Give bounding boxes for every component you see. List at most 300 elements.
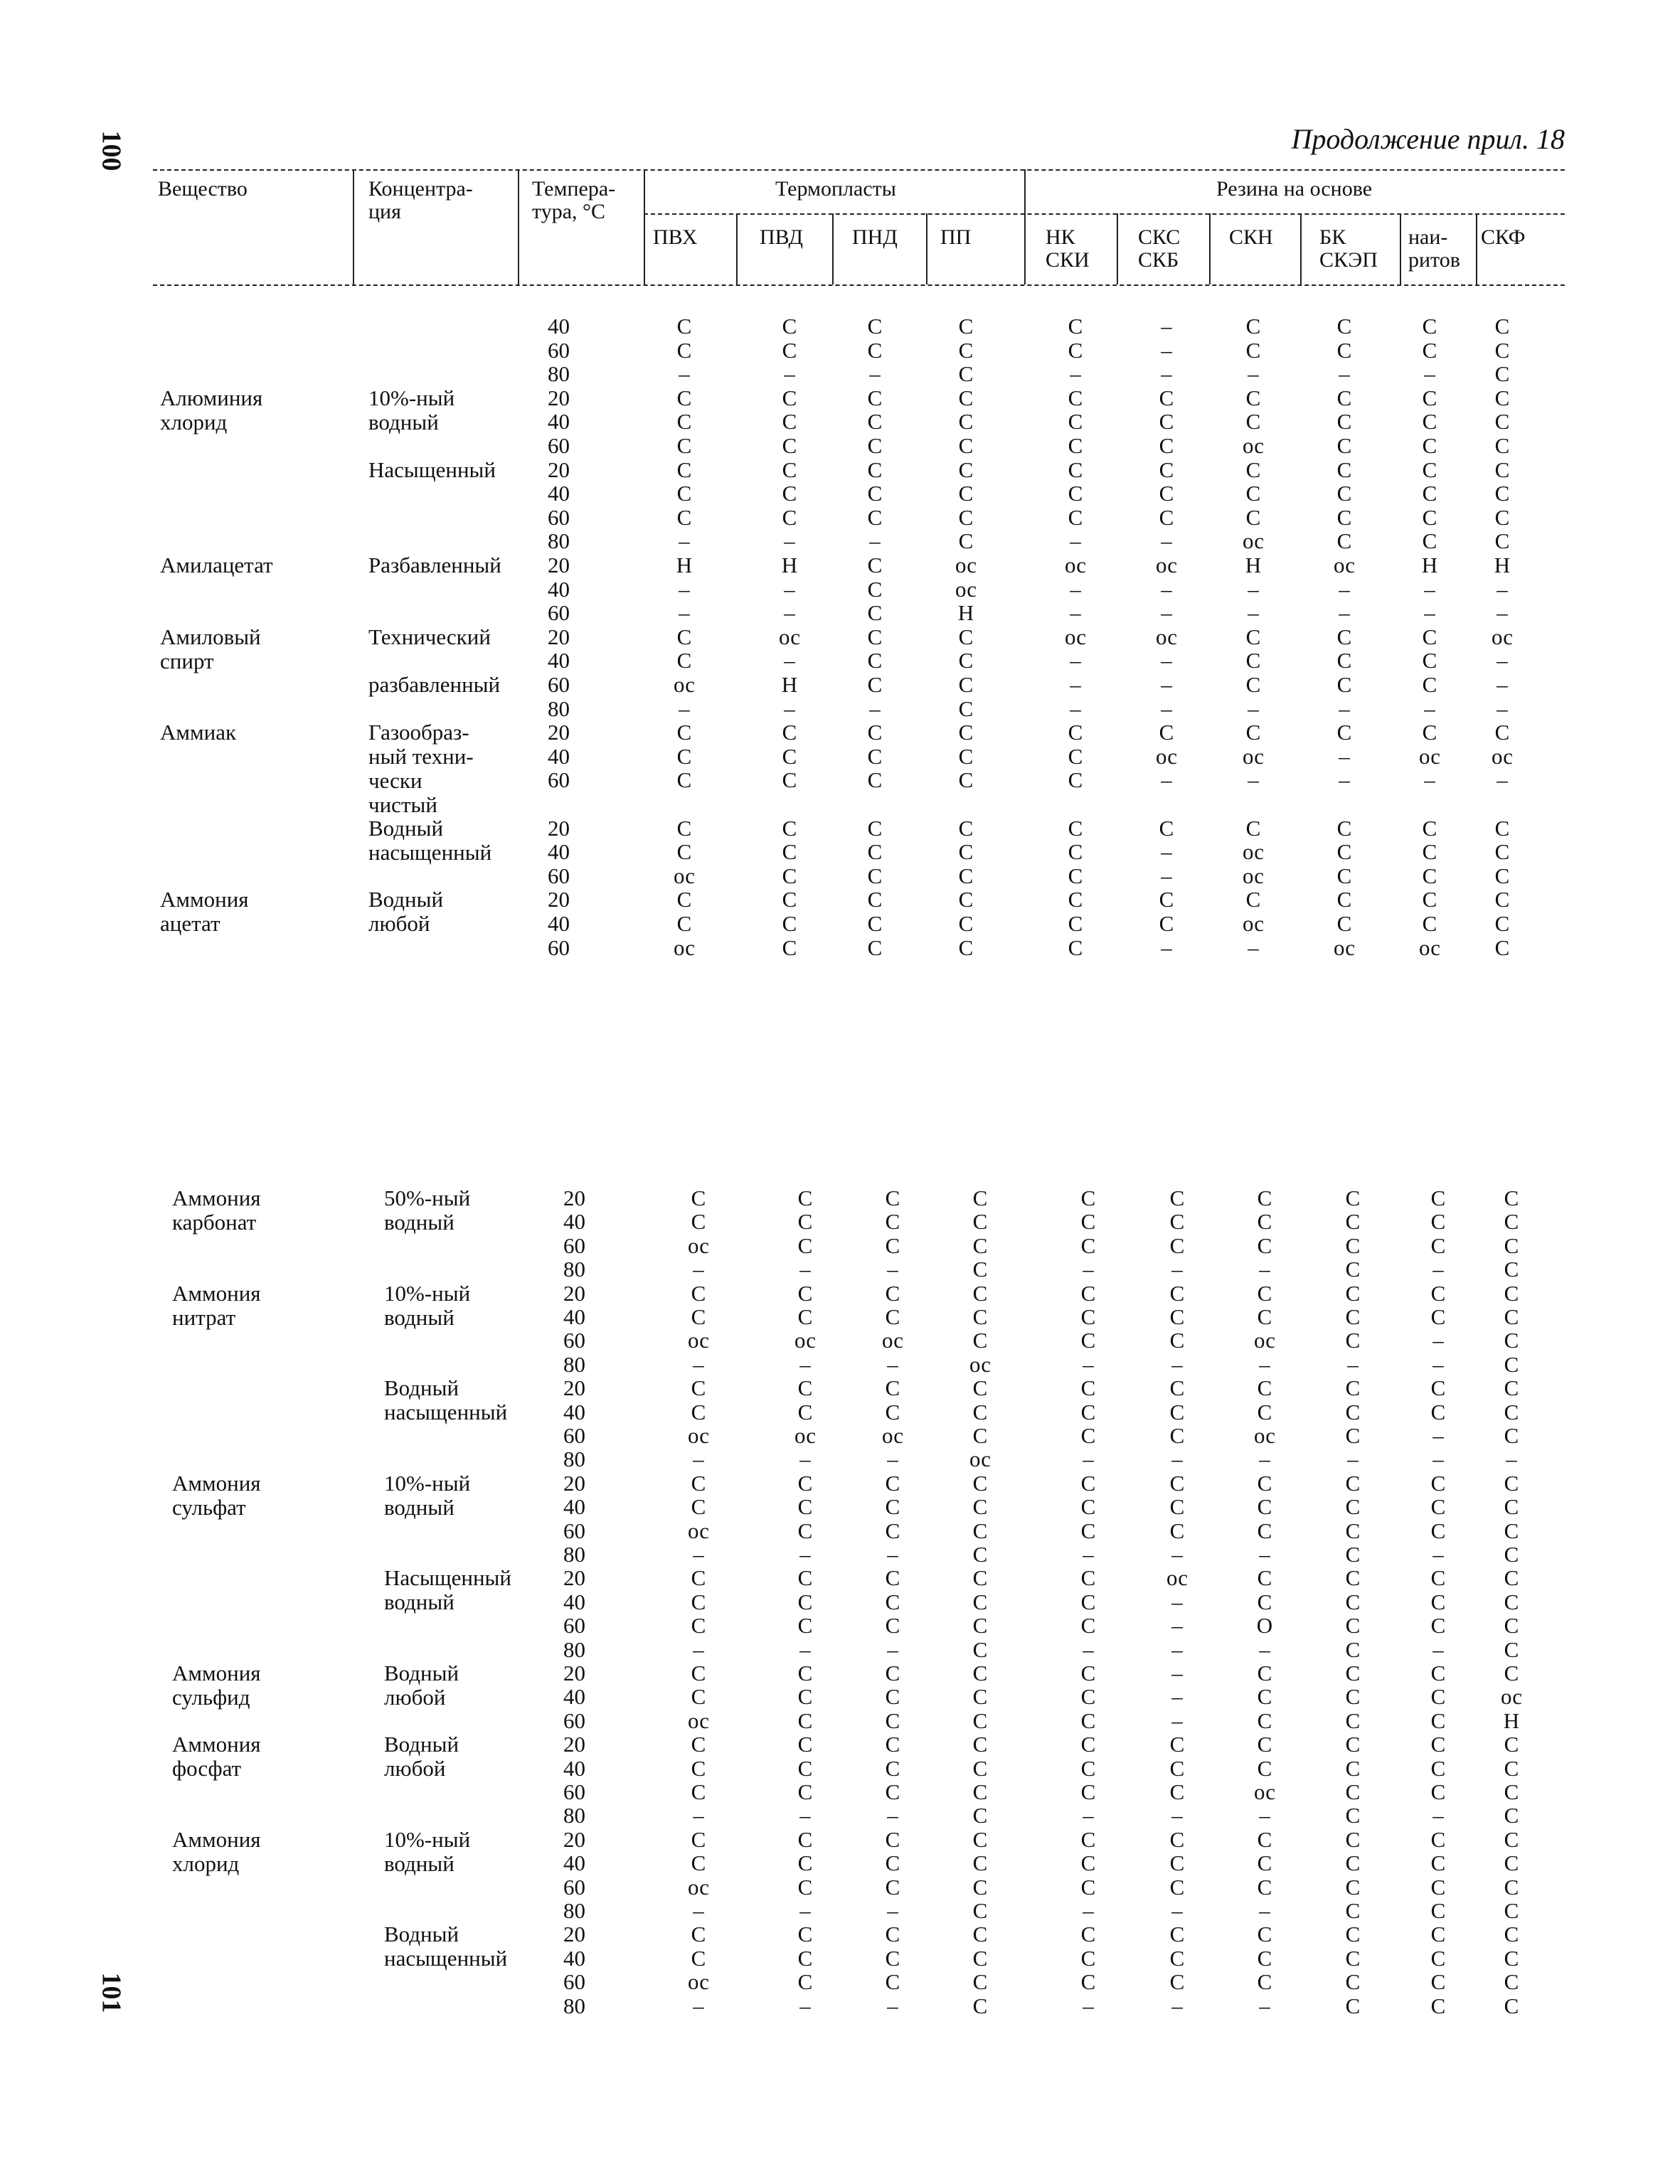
resistance-cell: С [1345,1945,1361,1971]
resistance-cell: С [1245,624,1261,649]
resistance-cell: С [1494,839,1510,865]
resistance-cell: С [1345,1542,1361,1567]
resistance-cell: С [867,624,883,649]
resistance-cell: – [1161,696,1172,721]
resistance-cell: ос [1155,743,1178,769]
resistance-cell: С [972,1874,988,1900]
resistance-cell: С [797,1684,813,1710]
resistance-cell: С [972,1708,988,1733]
substance-name: Аммония хлорид [172,1826,261,1876]
resistance-cell: С [1068,934,1083,960]
temperature-cell: 40 [563,1589,585,1614]
resistance-cell: С [1257,1399,1272,1424]
header-divider [353,169,354,284]
resistance-cell: ос [687,1328,710,1353]
resistance-cell: ос [1253,1328,1276,1353]
temperature-cell: 40 [563,1945,585,1971]
resistance-cell: С [1080,1684,1096,1710]
header-mid-rule [644,213,1565,215]
resistance-cell: Н [1245,553,1262,577]
header-concentration: Концентра- ция [368,177,473,223]
resistance-cell: С [958,314,974,339]
resistance-cell: С [1080,1922,1096,1947]
concentration-label: Разбавленный [368,553,501,577]
resistance-cell: С [797,1209,813,1235]
header-col-pvh: ПВХ [653,225,698,249]
resistance-cell: – [784,576,795,602]
resistance-cell: С [1494,433,1510,458]
resistance-cell: С [1504,1494,1519,1520]
resistance-cell: С [1080,1945,1096,1971]
resistance-cell: С [958,911,974,936]
resistance-cell: – [784,648,795,673]
substance-name: Аммиак [160,720,237,745]
substance-name: Аммония карбонат [172,1186,261,1235]
resistance-cell: ос [794,1328,817,1353]
resistance-cell: С [1494,504,1510,530]
resistance-cell: С [867,911,883,936]
resistance-cell: – [1171,1542,1183,1567]
resistance-cell: ос [687,1423,710,1448]
resistance-cell: С [1345,1708,1361,1733]
resistance-cell: – [1171,1447,1183,1472]
resistance-cell: С [1430,1898,1446,1923]
resistance-cell: С [1159,385,1174,410]
resistance-cell: С [867,934,883,960]
resistance-cell: С [676,624,692,649]
resistance-cell: С [1068,314,1083,339]
resistance-cell: – [1171,1684,1183,1710]
resistance-cell: С [1336,481,1352,506]
resistance-cell: С [1080,1518,1096,1543]
resistance-cell: С [1257,1494,1272,1520]
resistance-cell: С [1245,815,1261,841]
resistance-cell: С [1430,1232,1446,1258]
resistance-cell: С [1257,1565,1272,1591]
resistance-cell: – [784,600,795,626]
resistance-cell: С [797,1232,813,1258]
temperature-cell: 20 [563,1565,585,1591]
resistance-cell: С [1068,839,1083,865]
resistance-cell: С [885,1209,900,1235]
temperature-cell: 80 [548,528,570,554]
resistance-cell: ос [955,553,977,577]
resistance-cell: С [1345,1636,1361,1662]
header-divider [1300,213,1302,284]
resistance-cell: С [867,815,883,841]
resistance-cell: С [691,1304,706,1329]
resistance-cell: С [1068,337,1083,363]
resistance-cell: С [1080,1874,1096,1900]
resistance-cell: Н [781,553,798,577]
resistance-cell: С [867,457,883,482]
resistance-cell: С [1494,385,1510,410]
resistance-cell: ос [881,1328,904,1353]
resistance-cell: С [1430,1470,1446,1496]
temperature-cell: 20 [563,1186,585,1210]
resistance-cell: С [1345,1993,1361,2018]
resistance-cell: С [1245,457,1261,482]
resistance-cell: С [1257,1470,1272,1496]
temperature-cell: 40 [563,1399,585,1424]
resistance-cell: С [972,1375,988,1401]
resistance-cell: С [1345,1565,1361,1591]
resistance-cell: С [1504,1661,1519,1685]
resistance-cell: ос [1333,934,1356,960]
concentration-label: Водный насыщенный [384,1922,508,1971]
resistance-cell: – [887,1803,898,1828]
resistance-cell: С [1504,1328,1519,1353]
resistance-cell: – [679,696,690,721]
header-divider [1476,213,1477,284]
substance-name: Алюминия хлорид [160,385,263,435]
resistance-cell: С [797,1494,813,1520]
temperature-cell: 60 [563,1232,585,1258]
resistance-cell: С [1345,1613,1361,1639]
resistance-cell: С [1345,1209,1361,1235]
resistance-cell: С [972,1779,988,1804]
resistance-cell: – [1248,696,1259,721]
resistance-cell: С [1430,1922,1446,1947]
resistance-cell: С [1504,1874,1519,1900]
resistance-cell: С [1257,1755,1272,1781]
resistance-cell: С [972,1209,988,1235]
resistance-cell: ос [955,576,977,602]
resistance-cell: – [693,1447,704,1472]
resistance-cell: С [1245,314,1261,339]
resistance-cell: – [784,696,795,721]
resistance-cell: С [958,720,974,745]
resistance-cell: ос [687,1232,710,1258]
resistance-cell: С [797,1589,813,1614]
resistance-cell: С [797,1304,813,1329]
resistance-cell: С [1504,1257,1519,1282]
resistance-cell: С [867,600,883,626]
resistance-cell: С [867,553,883,577]
resistance-cell: С [1068,743,1083,769]
resistance-cell: С [797,1922,813,1947]
concentration-label: 10%-ный водный [384,1280,471,1330]
resistance-cell: С [972,1542,988,1567]
temperature-cell: 20 [563,1375,585,1401]
resistance-cell: С [1169,1969,1185,1995]
resistance-cell: – [1171,1898,1183,1923]
resistance-cell: – [1259,1993,1270,2018]
temperature-cell: 20 [548,457,570,482]
resistance-cell: – [1339,696,1350,721]
resistance-cell: С [1430,1779,1446,1804]
header-divider [832,213,834,284]
resistance-cell: С [1245,672,1261,697]
resistance-cell: – [799,1898,811,1923]
resistance-cell: С [1345,1304,1361,1329]
temperature-cell: 20 [548,815,570,841]
temperature-cell: 20 [548,553,570,577]
resistance-cell: С [972,1826,988,1852]
resistance-cell: С [782,815,797,841]
resistance-cell: С [1169,1209,1185,1235]
resistance-cell: С [1345,1470,1361,1496]
temperature-cell: 20 [563,1826,585,1852]
concentration-label: 10%-ный водный [368,385,455,435]
resistance-cell: С [1430,1399,1446,1424]
resistance-cell: С [691,1494,706,1520]
header-col-pp: ПП [940,225,972,249]
temperature-cell: 80 [563,1257,585,1282]
resistance-cell: С [797,1945,813,1971]
temperature-cell: 60 [548,672,570,697]
resistance-cell: С [1345,1328,1361,1353]
resistance-cell: С [1430,1708,1446,1733]
header-top-rule [153,169,1565,171]
resistance-cell: С [1257,1518,1272,1543]
resistance-cell: С [1430,1209,1446,1235]
concentration-label: Технический [368,624,491,649]
resistance-cell: С [1080,1375,1096,1401]
resistance-cell: ос [673,934,696,960]
resistance-cell: С [1080,1470,1096,1496]
resistance-cell: С [958,696,974,721]
resistance-cell: С [1422,815,1437,841]
resistance-cell: – [1347,1447,1359,1472]
resistance-cell: С [1257,1589,1272,1614]
header-divider [644,169,645,284]
resistance-cell: – [1424,361,1435,387]
resistance-cell: – [869,361,881,387]
resistance-cell: С [972,1661,988,1685]
resistance-cell: С [1430,1613,1446,1639]
resistance-cell: – [799,1636,811,1662]
resistance-cell: – [887,1993,898,2018]
resistance-cell: – [1083,1636,1094,1662]
resistance-cell: С [1336,839,1352,865]
resistance-cell: С [1494,314,1510,339]
resistance-cell: С [1257,1280,1272,1306]
resistance-cell: С [797,1280,813,1306]
resistance-cell: – [1432,1257,1444,1282]
temperature-cell: 40 [548,839,570,865]
resistance-cell: – [1171,1636,1183,1662]
resistance-cell: – [1083,1993,1094,2018]
page-number-top: 100 [96,130,127,171]
resistance-cell: – [799,1993,811,2018]
resistance-cell: С [1430,1494,1446,1520]
resistance-cell: С [797,1661,813,1685]
resistance-cell: С [1080,1232,1096,1258]
resistance-cell: ос [1333,553,1356,577]
resistance-cell: – [1070,361,1081,387]
resistance-cell: С [1422,409,1437,435]
resistance-cell: С [1422,385,1437,410]
resistance-cell: С [691,1922,706,1947]
resistance-cell: С [691,1589,706,1614]
resistance-cell: С [1080,1661,1096,1685]
resistance-cell: С [1080,1494,1096,1520]
resistance-cell: С [1504,1803,1519,1828]
resistance-cell: – [784,361,795,387]
resistance-cell: – [1339,600,1350,626]
concentration-label: 50%-ный водный [384,1186,471,1235]
temperature-cell: 20 [548,887,570,912]
resistance-cell: С [885,1186,900,1210]
resistance-cell: С [885,1565,900,1591]
resistance-cell: С [972,1423,988,1448]
resistance-cell: С [958,743,974,769]
resistance-cell: С [691,1470,706,1496]
resistance-cell: С [1159,815,1174,841]
resistance-cell: С [1080,1826,1096,1852]
resistance-cell: С [958,481,974,506]
resistance-cell: – [1083,1542,1094,1567]
resistance-cell: С [958,337,974,363]
temperature-cell: 20 [563,1470,585,1496]
resistance-cell: С [1345,1494,1361,1520]
resistance-cell: С [885,1661,900,1685]
temperature-cell: 40 [563,1494,585,1520]
resistance-cell: С [1080,1969,1096,1995]
resistance-cell: С [797,1708,813,1733]
resistance-cell: – [1339,743,1350,769]
resistance-cell: С [1422,314,1437,339]
resistance-cell: – [1432,1351,1444,1377]
resistance-cell: С [1504,1304,1519,1329]
resistance-cell: С [1245,720,1261,745]
resistance-cell: С [1169,1494,1185,1520]
resistance-cell: С [1080,1209,1096,1235]
resistance-cell: С [1504,1542,1519,1567]
resistance-cell: С [885,1732,900,1757]
resistance-cell: С [1345,1375,1361,1401]
temperature-cell: 60 [548,433,570,458]
resistance-cell: С [1504,1565,1519,1591]
resistance-cell: – [1070,528,1081,554]
resistance-cell: С [1422,504,1437,530]
resistance-cell: С [1169,1850,1185,1876]
resistance-cell: С [867,839,883,865]
temperature-cell: 80 [563,1542,585,1567]
temperature-cell: 60 [548,600,570,626]
resistance-cell: С [691,1186,706,1210]
resistance-cell: С [1169,1304,1185,1329]
resistance-cell: С [1257,1209,1272,1235]
resistance-cell: С [885,1470,900,1496]
resistance-cell: С [1345,1399,1361,1424]
resistance-cell: ос [881,1423,904,1448]
resistance-cell: С [972,1518,988,1543]
resistance-cell: С [1430,1565,1446,1591]
resistance-cell: С [885,1708,900,1733]
resistance-cell: С [1504,1209,1519,1235]
resistance-cell: – [1083,1898,1094,1923]
resistance-cell: С [797,1518,813,1543]
resistance-cell: С [885,1945,900,1971]
resistance-cell: С [1494,361,1510,387]
resistance-cell: С [1080,1613,1096,1639]
resistance-cell: – [887,1447,898,1472]
resistance-cell: С [1494,457,1510,482]
resistance-cell: – [1259,1803,1270,1828]
resistance-cell: С [958,457,974,482]
resistance-cell: С [958,528,974,554]
resistance-cell: ос [1242,863,1265,888]
resistance-cell: С [1504,1423,1519,1448]
resistance-cell: – [1083,1803,1094,1828]
temperature-cell: 60 [548,337,570,363]
temperature-cell: 60 [563,1708,585,1733]
resistance-cell: ос [687,1969,710,1995]
resistance-cell: С [1169,1922,1185,1947]
resistance-cell: – [1161,600,1172,626]
resistance-cell: С [1169,1874,1185,1900]
resistance-cell: С [885,1494,900,1520]
concentration-label: Водный насыщенный [384,1375,508,1425]
resistance-cell: С [972,1470,988,1496]
resistance-cell: С [782,743,797,769]
resistance-cell: С [885,1850,900,1876]
resistance-cell: Н [781,672,798,697]
resistance-cell: С [1504,1636,1519,1662]
resistance-cell: С [691,1779,706,1804]
resistance-cell: С [691,1850,706,1876]
resistance-cell: – [1083,1351,1094,1377]
resistance-cell: С [972,1993,988,2018]
resistance-cell: – [1171,1351,1183,1377]
resistance-cell: – [1496,648,1508,673]
resistance-cell: С [972,1232,988,1258]
resistance-cell: С [782,433,797,458]
resistance-cell: С [1430,1969,1446,1995]
resistance-cell: – [887,1257,898,1282]
temperature-cell: 40 [548,481,570,506]
resistance-cell: С [797,1755,813,1781]
resistance-cell: – [799,1351,811,1377]
resistance-cell: С [676,887,692,912]
resistance-cell: С [782,767,797,793]
temperature-cell: 80 [563,1351,585,1377]
resistance-cell: С [797,1613,813,1639]
resistance-cell: С [867,481,883,506]
resistance-cell: С [972,1898,988,1923]
resistance-cell: С [885,1874,900,1900]
resistance-cell: С [1430,1755,1446,1781]
resistance-cell: С [1159,720,1174,745]
resistance-cell: – [679,576,690,602]
resistance-cell: С [1080,1565,1096,1591]
resistance-cell: С [691,1826,706,1852]
header-col-nairitov: наи- ритов [1408,225,1460,272]
resistance-cell: С [1257,1945,1272,1971]
resistance-cell: С [1068,815,1083,841]
resistance-cell: С [867,409,883,435]
resistance-cell: – [1083,1447,1094,1472]
resistance-cell: – [1248,934,1259,960]
resistance-cell: С [1169,1423,1185,1448]
header-temperature: Темпера- тура, °С [532,177,616,223]
resistance-cell: – [1496,672,1508,697]
resistance-cell: С [782,504,797,530]
resistance-cell: С [1430,1186,1446,1210]
resistance-cell: С [1345,1589,1361,1614]
resistance-cell: ос [1242,528,1265,554]
resistance-cell: С [972,1850,988,1876]
resistance-cell: С [691,1755,706,1781]
resistance-cell: С [867,743,883,769]
resistance-cell: С [797,1779,813,1804]
resistance-cell: ос [969,1447,991,1472]
concentration-label: Водный любой [368,887,444,937]
resistance-cell: – [693,1257,704,1282]
resistance-cell: С [1494,815,1510,841]
